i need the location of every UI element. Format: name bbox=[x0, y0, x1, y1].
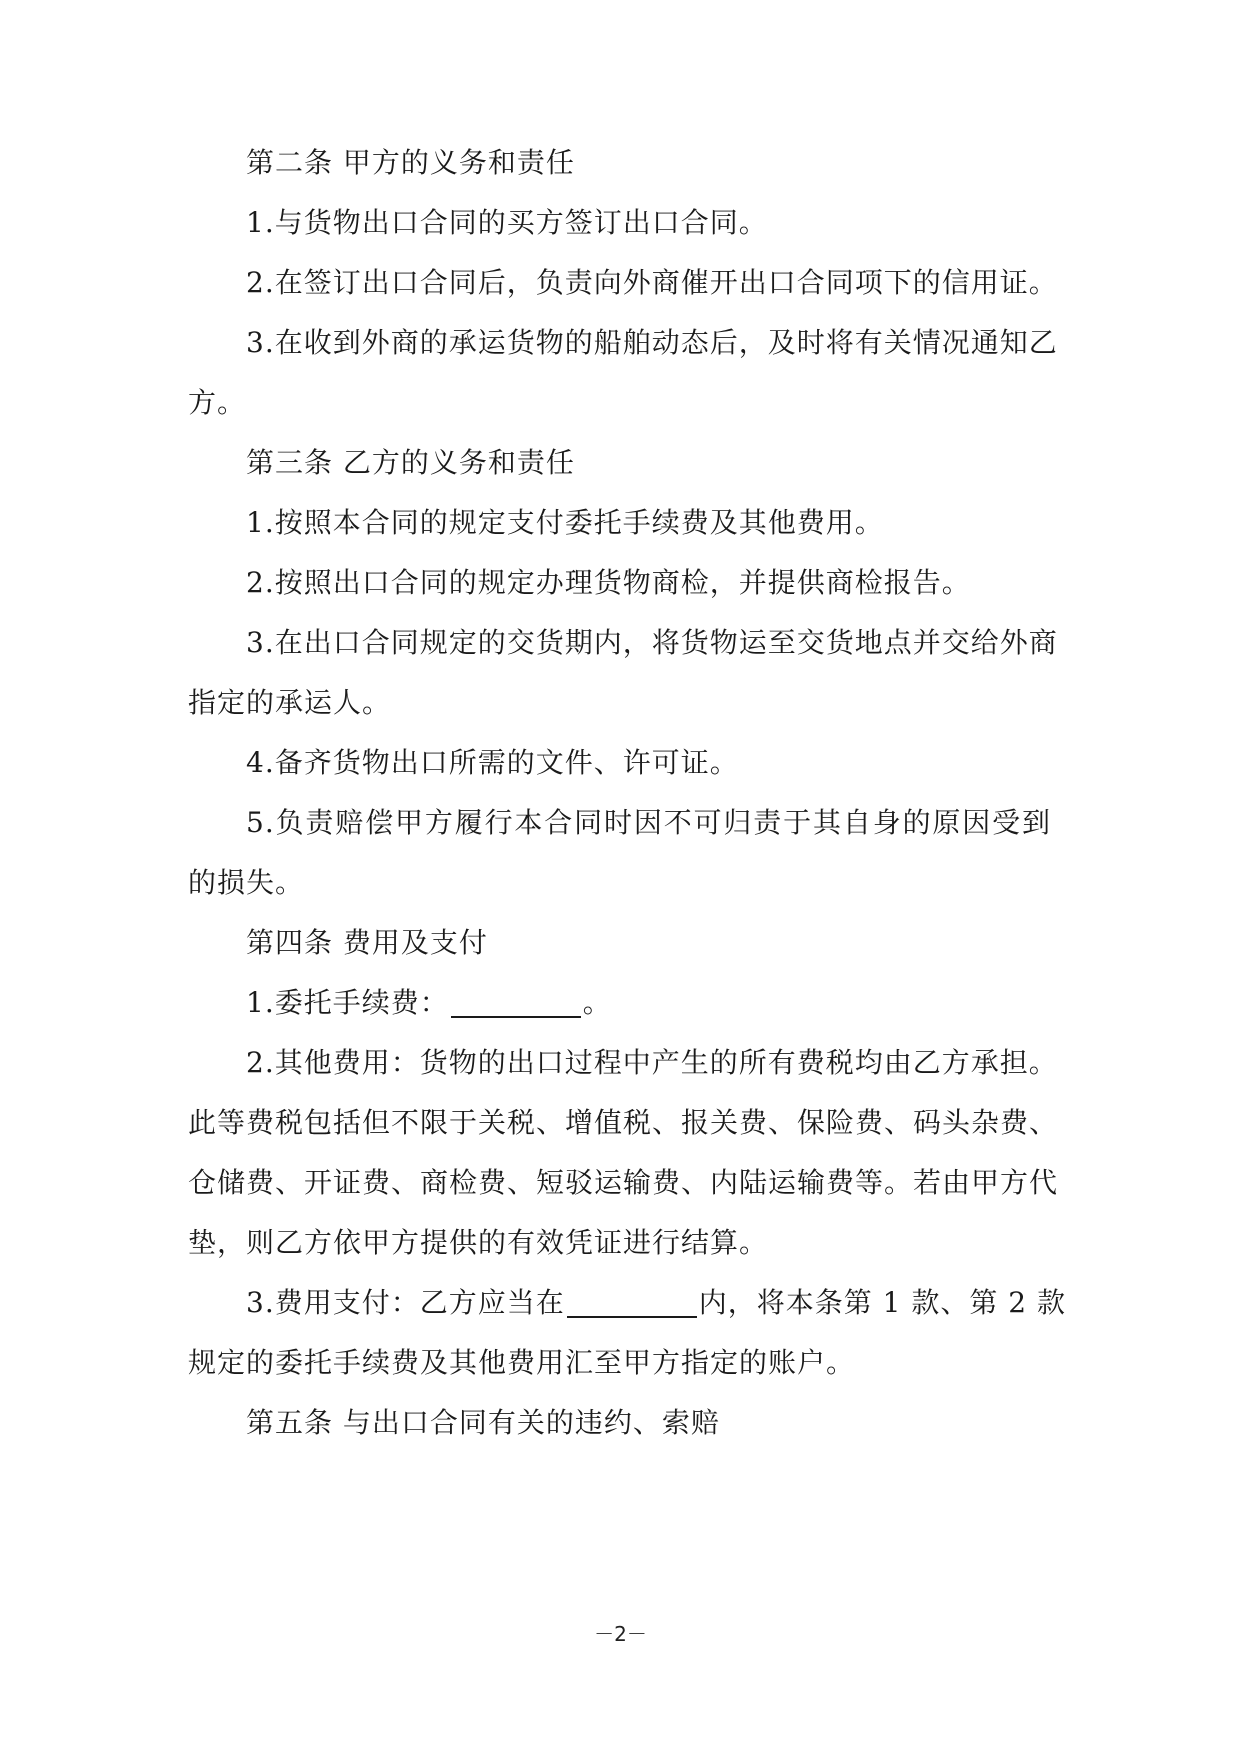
article-4-item-2-line-3: 仓储费、开证费、商检费、短驳运输费、内陆运输费等。若由甲方代 bbox=[188, 1166, 1059, 1199]
article-3-item-1: 1.按照本合同的规定支付委托手续费及其他费用。 bbox=[246, 506, 884, 539]
article-2-heading: 第二条 甲方的义务和责任 bbox=[246, 146, 575, 179]
article-3-item-4: 4.备齐货物出口所需的文件、许可证。 bbox=[246, 746, 739, 779]
article-4-item-2-line-2: 此等费税包括但不限于关税、增值税、报关费、保险费、码头杂费、 bbox=[188, 1106, 1059, 1139]
article-2-item-2: 2.在签订出口合同后，负责向外商催开出口合同项下的信用证。 bbox=[246, 266, 1058, 299]
article-4-heading: 第四条 费用及支付 bbox=[246, 926, 488, 959]
article-3-heading: 第三条 乙方的义务和责任 bbox=[246, 446, 575, 479]
payment-blank bbox=[567, 1286, 697, 1318]
article-4-item-2-line-1: 2.其他费用：货物的出口过程中产生的所有费税均由乙方承担。 bbox=[246, 1046, 1058, 1079]
article-2-item-3-line-2: 方。 bbox=[188, 386, 247, 419]
article-4-item-1 bbox=[0, 983, 1241, 1023]
article-4-item-3-line-2: 规定的委托手续费及其他费用汇至甲方指定的账户。 bbox=[188, 1346, 856, 1379]
fee-label: 1.委托手续费： bbox=[246, 986, 449, 1019]
article-4-item-3-line-1 bbox=[0, 1283, 1241, 1323]
article-3-item-3-line-2: 指定的承运人。 bbox=[188, 686, 392, 719]
payment-suffix: 内，将本条第 1 款、第 2 款 bbox=[698, 1286, 1066, 1319]
article-5-heading: 第五条 与出口合同有关的违约、索赔 bbox=[246, 1406, 720, 1439]
page-number: －2－ bbox=[594, 1622, 647, 1646]
payment-label: 3.费用支付：乙方应当在 bbox=[246, 1286, 565, 1319]
article-4-item-2-line-4: 垫，则乙方依甲方提供的有效凭证进行结算。 bbox=[188, 1226, 769, 1259]
article-3-item-2: 2.按照出口合同的规定办理货物商检，并提供商检报告。 bbox=[246, 566, 971, 599]
fee-blank bbox=[451, 986, 581, 1018]
article-2-item-3-line-1: 3.在收到外商的承运货物的船舶动态后，及时将有关情况通知乙 bbox=[246, 326, 1058, 359]
article-3-item-5-line-2: 的损失。 bbox=[188, 866, 305, 899]
article-3-item-5-line-1: 5.负责赔偿甲方履行本合同时因不可归责于其自身的原因受到 bbox=[246, 806, 1051, 839]
article-3-item-3-line-1: 3.在出口合同规定的交货期内，将货物运至交货地点并交给外商 bbox=[246, 626, 1058, 659]
article-2-item-1: 1.与货物出口合同的买方签订出口合同。 bbox=[246, 206, 768, 239]
fee-suffix: 。 bbox=[582, 986, 612, 1019]
